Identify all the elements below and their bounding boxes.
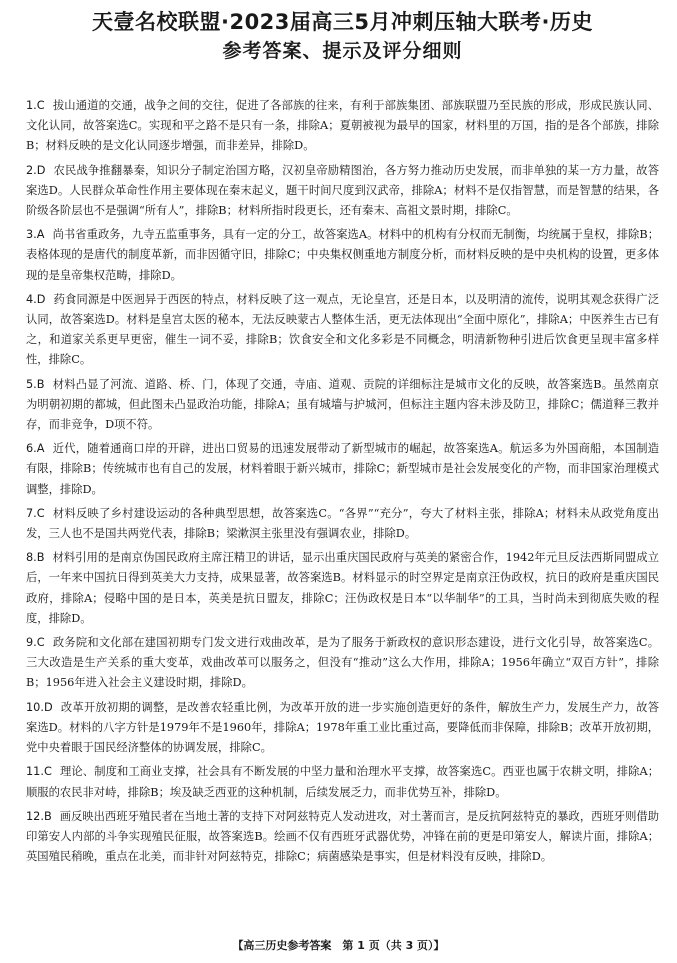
answer-explanation: 药食同源是中医迥异于西医的特点，材料反映了这一观点，无论皇宫，还是日本，以及明清的流传，说明其观念获得广泛认同，故答案选D。材料是皇宫太医的秘本，无法反映蒙古人整体生活，更无法体现出“全面中原化”，排除A；中医养生古已有之，和道家关系更早更密，催生一词不妥，排除B；饮食安全和文化多彩是不同概念，明清新物种引进后饮食更呈现丰富多样性，排除C。 [26, 292, 659, 367]
answer-number: 10. [26, 700, 44, 714]
answer-item [26, 225, 659, 286]
answer-item [26, 633, 659, 694]
answer-item [26, 548, 659, 629]
answer-key: B [43, 809, 52, 823]
answer-key: C [36, 636, 45, 650]
answer-key: A [36, 228, 45, 242]
answer-explanation: 政务院和文化部在建国初期专门发文进行戏曲改革，是为了服务于新政权的意识形态建设，进行文化引导，故答案选C。三大改造是生产关系的重大变革，戏曲改革可以服务之，但没有“推动”这么大作用，排除A；1956年确立“双百方针”，排除B；1956年进入社会主义建设时期，排除D。 [26, 636, 659, 690]
answer-key: B [36, 377, 45, 391]
answer-number: 9. [26, 636, 37, 650]
answer-explanation: 材料反映了乡村建设运动的各种典型思想，故答案选C。“各界”“充分”，夸大了材料主张，排除A；材料未从政党角度出发，三人也不是国共两党代表，排除B；梁漱溟主张里没有强调农业，排除D。 [26, 506, 659, 541]
answer-number: 5. [26, 377, 37, 391]
answer-explanation: 拔山通道的交通，战争之间的交往，促进了各部族的往来，有利于部族集团、部族联盟乃至民族的形成，形成民族认同、文化认同，故答案选C。实现和平之路不是只有一条，排除A；夏朝被视为最早的国家，材料里的万国，指的是各个部族，排除B；材料反映的是文化认同逐步增强，而非差异，排除D。 [26, 99, 659, 153]
answer-key: C [36, 506, 45, 520]
answer-item [26, 762, 659, 802]
answer-explanation: 材料凸显了河流、道路、桥、门，体现了交通，寺庙、道观、贡院的详细标注是城市文化的反映，故答案选B。虽然南京为明朝初期的都城，但此图未凸显政治功能，排除A；虽有城墙与护城河，但标注主题内容未涉及防卫，排除C；儒道释三教并存，而非竞争，D项不符。 [26, 377, 659, 432]
answer-key: B [36, 551, 45, 565]
answer-number: 3. [26, 228, 37, 242]
answer-item [26, 807, 659, 868]
answer-explanation: 改革开放初期的调整，是改善农轻重比例，为改革开放的进一步实施创造更好的条件，解放生产力，发展生产力，故答案选D。材料的八字方针是1979年不是1960年，排除A；1978年重工业比重过高，要降低而非保障，排除B；改革开放初期，党中央着眼于国民经济整体的协调发展，排除C。 [26, 700, 659, 755]
answer-explanation: 尚书省重政务，九寺五监重事务，具有一定的分工，故答案选A。材料中的机构有分权而无制衡，均统属于皇权，排除B；表格体现的是唐代的制度革新，而非因循守旧，排除C；中央集权侧重地方制度分析，而材料反映的是中央机构的设置，更多体现的是皇帝集权范畴，排除D。 [26, 228, 659, 282]
answer-key: D [36, 292, 46, 306]
answer-number: 6. [26, 442, 37, 456]
answer-key: C [43, 765, 52, 779]
answer-explanation: 画反映出西班牙殖民者在当地土著的支持下对阿兹特克人发动进攻，对土著而言，是反抗阿兹特克的暴政，西班牙则借助印第安人内部的斗争实现殖民征服，故答案选B。绘画不仅有西班牙武器优势，冲锋在前的更是印第安人，解读片面，排除A；英国殖民稍晚，重点在北美，而非针对阿兹特克，排除C；病菌感染是事实，但是材料没有反映，排除D。 [26, 809, 659, 864]
answer-number: 4. [26, 292, 37, 306]
answer-item [26, 375, 659, 436]
answer-explanation: 理论、制度和工商业支撑，社会具有不断发展的中坚力量和治理水平支撑，故答案选C。西亚也属于农耕文明，排除A；顺服的农民非对峙，排除B；埃及缺乏西亚的这种机制，后续发展乏力，而非优势互补，排除D。 [26, 765, 659, 799]
answer-item [26, 96, 659, 157]
answer-key: A [36, 442, 45, 456]
answer-key: C [36, 99, 45, 112]
answer-key: D [43, 700, 53, 714]
answer-number: 8. [26, 551, 37, 565]
answer-item [26, 504, 659, 544]
answer-item [26, 161, 659, 222]
answer-explanation: 材料引用的是南京伪国民政府主席汪精卫的讲话，显示出重庆国民政府与英美的紧密合作，1942年元旦反法西斯同盟成立后，一年来中国抗日得到英美大力支持，成果显著，故答案选B。材料显示的时空界定是南京汪伪政权，抗日的政府是重庆国民政府，排除A；侵略中国的是日本，英美是抗日盟友，排除C；汪伪政权是日本“以华制华”的工具，当时尚未到彻底失败的程度，排除D。 [26, 551, 659, 625]
answer-item [26, 698, 659, 759]
answer-number: 7. [26, 506, 37, 520]
answer-explanation: 农民战争推翻暴秦，知识分子制定治国方略，汉初皇帝励精图治，各方努力推动历史发展，而非单独的某一方力量，故答案选D。人民群众革命性作用主要体现在秦末起义，题干时间尺度到汉武帝，排除A；材料不是仅指智慧，而是智慧的结果，各阶级各阶层也不是强调“所有人”，排除B；材料所指时段更长，还有秦末、高祖文景时期，排除C。 [26, 163, 659, 218]
answer-number: 2. [26, 163, 37, 177]
document-title: 天壹名校联盟·2023届高三5月冲刺压轴大联考·历史 [91, 10, 593, 34]
answer-number: 11. [26, 765, 44, 779]
answer-item [26, 290, 659, 371]
answer-number: 12. [26, 809, 44, 823]
page-footer: 【高三历史参考答案 第 1 页（共 3 页）】 [232, 939, 445, 952]
answer-key: D [36, 163, 46, 177]
answer-item [26, 439, 659, 500]
document-subtitle: 参考答案、提示及评分细则 [222, 40, 463, 62]
answer-number: 1. [26, 99, 37, 112]
answer-list [26, 96, 659, 867]
answer-explanation: 近代，随着通商口岸的开辟，进出口贸易的迅速发展带动了新型城市的崛起，故答案选A。航运多为外国商船，本国制造有限，排除B；传统城市也有自己的发展，材料着眼于新兴城市，排除C；新型城市是社会发展变化的产物，而非国家治理模式调整，排除D。 [26, 442, 659, 496]
